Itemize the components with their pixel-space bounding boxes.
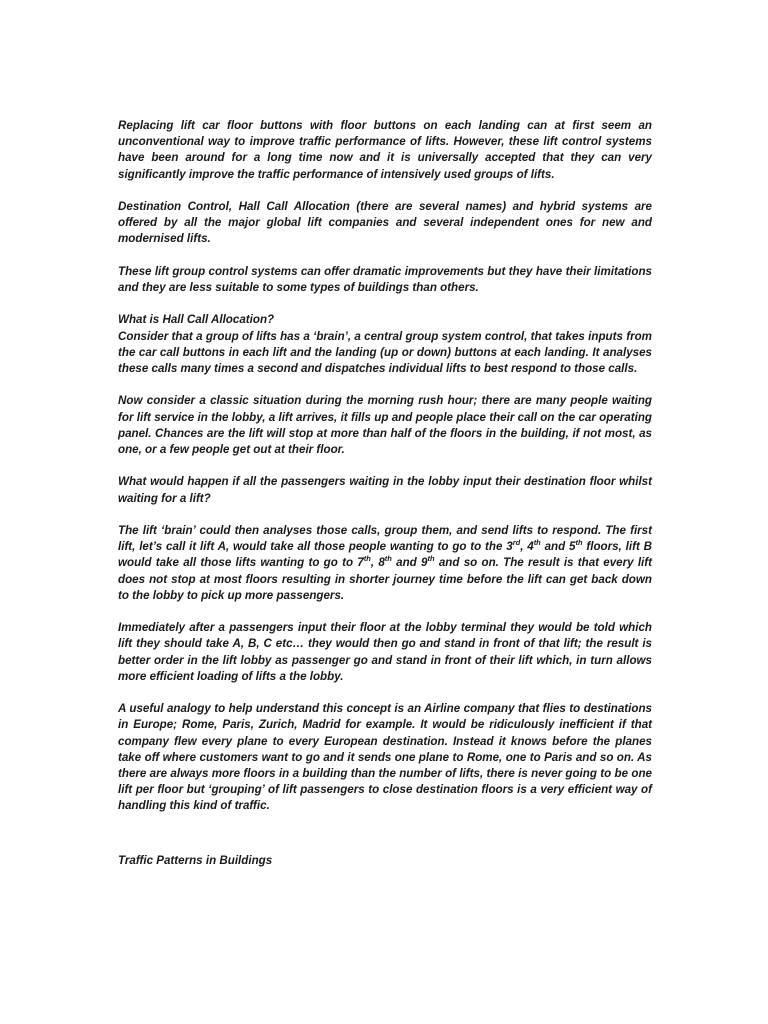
text-run: , 8 bbox=[370, 556, 385, 570]
text-run: and 9 bbox=[391, 556, 428, 570]
ordinal-suffix: th bbox=[533, 538, 541, 548]
what-if-paragraph: What would happen if all the passengers waiting in the lobby input their destination floor whilst waiting for a lift? bbox=[118, 475, 652, 505]
ordinal-suffix: th bbox=[427, 554, 435, 564]
ordinal-suffix: rd bbox=[512, 538, 521, 548]
destination-control-paragraph: Destination Control, Hall Call Allocation (there are several names) and hybrid systems are offered by all the major global lift companies and several independent ones for new and modernised lifts. bbox=[118, 200, 652, 246]
text-run: , 4 bbox=[520, 540, 534, 554]
rush-hour-paragraph: Now consider a classic situation during the morning rush hour; there are many people waiting for lift service in the lobby, a lift arrives, it fills up and people place their call on the car operating panel. Chances are the lift will stop at more than half of the floors in the building, if not most, as one, or a few people get out at their floor. bbox=[118, 394, 652, 456]
ordinal-suffix: th bbox=[575, 538, 583, 548]
ordinal-suffix: th bbox=[384, 554, 392, 564]
lift-brain-paragraph bbox=[118, 523, 652, 604]
intro-paragraph: Replacing lift car floor buttons with floor buttons on each landing can at first seem an unconventional way to improve traffic performance of lifts. However, these lift control systems have been around for a long time now and it is universally accepted that they can very significantly improve the traffic performance of intensively used groups of lifts. bbox=[118, 119, 652, 181]
section-heading: Traffic Patterns in Buildings bbox=[118, 853, 273, 867]
airline-analogy-paragraph: A useful analogy to help understand this concept is an Airline company that flies to destinations in Europe; Rome, Paris, Zurich, Madrid for example. It would be ridiculously inefficient if that company flew every plane to every European destination. Instead it knows before the planes take off where customers want to go and it sends one plane to Rome, one to Paris and so on. As there are always more floors in a building than the number of lifts, there is never going to be one lift per floor but ‘grouping’ of lift passengers to close destination floors is a very efficient way of handling this kind of traffic. bbox=[118, 702, 652, 813]
text-run: floors, lift B would take all those lifts wanting to go to 7 bbox=[118, 540, 652, 570]
hall-call-section bbox=[118, 312, 652, 328]
ordinal-suffix: th bbox=[363, 554, 371, 564]
document-page bbox=[118, 118, 652, 885]
hall-call-question: What is Hall Call Allocation? bbox=[118, 313, 275, 327]
text-run: and 5 bbox=[540, 540, 576, 554]
brain-paragraph: Consider that a group of lifts has a ‘brain’, a central group system control, that takes inputs from the car call buttons in each lift and the landing (up or down) buttons at each landing. It analyses these calls many times a second and dispatches individual lifts to best respond to those calls. bbox=[118, 329, 652, 375]
text-run: The lift ‘brain’ could then analyses those calls, group them, and send lifts to respond. The first lift, let’s call it lift A, would take all those people wanting to go to the 3 bbox=[118, 523, 652, 554]
limitations-paragraph: These lift group control systems can offer dramatic improvements but they have their limitations and they are less suitable to some types of buildings than others. bbox=[118, 264, 652, 294]
text-run: and so on. The result is that every lift does not stop at most floors resulting in shorter journey time before the lift can get back down to the lobby to pick up more passengers. bbox=[118, 556, 652, 602]
lobby-terminal-paragraph: Immediately after a passengers input their floor at the lobby terminal they would be told which lift they should take A, B, C etc… they would then go and stand in front of that lift; the result is better order in the lift lobby as passenger go and stand in front of their lift which, in turn allows more efficient loading of lifts a the lobby. bbox=[118, 621, 652, 683]
